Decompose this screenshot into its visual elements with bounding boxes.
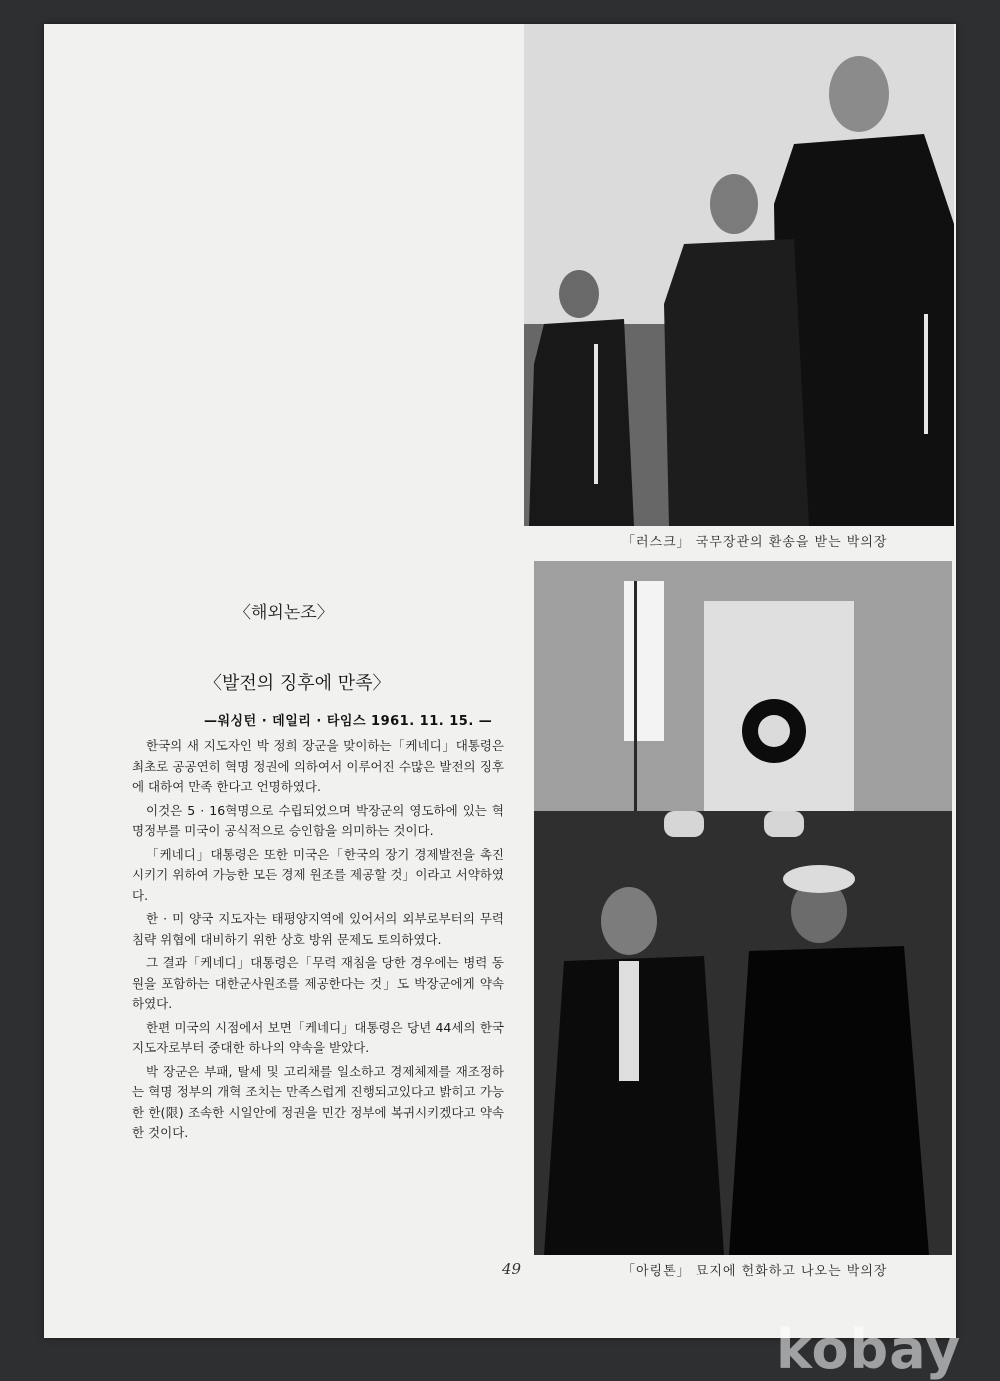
watermark: kobay xyxy=(776,1318,962,1381)
photo-arlington-wreath-image xyxy=(534,561,952,1255)
paragraph: 이것은 5 · 16혁명으로 수립되었으며 박장군의 영도하에 있는 혁명정부를 미국이 공식적으로 승인함을 의미하는 것이다. xyxy=(132,802,504,838)
paragraph: 「케네디」대통령은 또한 미국은「한국의 장기 경제발전을 촉진시키기 위하여 가능한 모든 경제 원조를 제공할 것」이라고 서약하였다. xyxy=(132,846,504,903)
section-heading: 〈해외논조〉 xyxy=(234,603,334,623)
photo-arlington-wreath xyxy=(534,561,952,1255)
photo-caption: 「아링톤」 묘지에 헌화하고 나오는 박의장 xyxy=(622,1264,888,1279)
article-source: —워싱턴 · 데일리 · 타임스 1961. 11. 15. — xyxy=(204,714,493,729)
paragraph: 박 장군은 부패, 탈세 및 고리채를 일소하고 경제체제를 재조정하는 혁명 정부의 개혁 조치는 만족스럽게 진행되고있다고 밝히고 가능한 한(限) 조속한 시일안에 정권을 민간 정부에 복귀시키겠다고 약속한 것이다. xyxy=(132,1063,504,1140)
photo-caption: 「러스크」 국무장관의 환송을 받는 박의장 xyxy=(622,535,888,550)
document-page xyxy=(44,24,956,1338)
article-body xyxy=(132,736,504,1147)
page-number: 49 xyxy=(502,1260,522,1278)
paragraph: 그 결과「케네디」대통령은「무력 재침을 당한 경우에는 병력 동원을 포함하는 대한군사원조를 제공한다는 것」도 박장군에게 약속하였다. xyxy=(132,955,504,1011)
paragraph: 한국의 새 지도자인 박 정희 장군을 맞이하는「케네디」대통령은 최초로 공공연히 혁명 정권에 의하여서 이루어진 수많은 발전의 징후에 대하여 만족 한다고 언명하였다. xyxy=(132,738,504,794)
paragraph: 한 · 미 양국 지도자는 태평양지역에 있어서의 외부로부터의 무력 침략 위협에 대비하기 위한 상호 방위 문제도 토의하였다. xyxy=(132,911,504,947)
photo-rusk-farewell-image xyxy=(524,24,954,526)
article-title: 〈발전의 징후에 만족〉 xyxy=(204,673,391,694)
photo-rusk-farewell xyxy=(524,24,954,526)
paragraph: 한편 미국의 시점에서 보면「케네디」대통령은 당년 44세의 한국 지도자로부터 중대한 하나의 약속을 받았다. xyxy=(132,1019,504,1055)
